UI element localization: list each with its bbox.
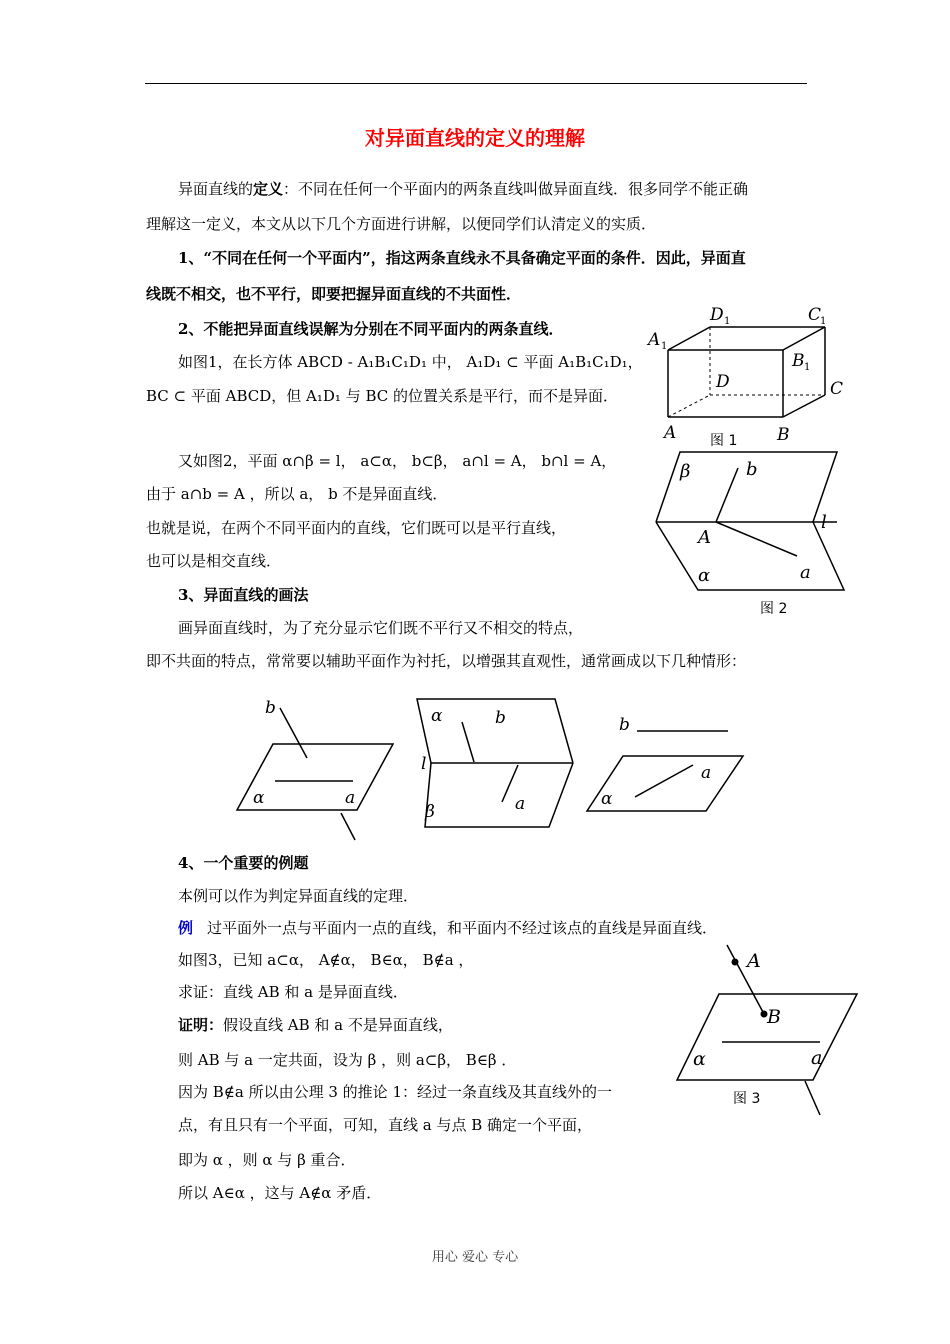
prove-line: 求证：直线 AB 和 a 是异面直线． — [178, 983, 408, 1001]
figure-2-caption: 图 2 — [760, 601, 788, 617]
section-4-heading: 4、一个重要的例题 — [178, 854, 309, 872]
label-A: A — [664, 423, 677, 443]
drawing-style-3 — [585, 710, 750, 820]
label-beta: β — [680, 461, 691, 482]
label-alpha: α — [693, 1048, 706, 1070]
figure-1-caption: 图 1 — [710, 433, 738, 449]
section-2-para2-line2: 由于 a∩b = A ，所以 a， b 不是异面直线． — [146, 485, 448, 503]
figure-1-cuboid — [640, 300, 860, 450]
label-alpha: α — [253, 788, 265, 808]
section-2-para1-line1: 如图1，在长方体 ABCD - A₁B₁C₁D₁ 中， A₁D₁ ⊂ 平面 A₁B₁C₁D₁， — [178, 353, 643, 371]
section-1-line-1: 1、“不同在任何一个平面内”，指这两条直线永不具备确定平面的条件．因此，异面直 — [178, 249, 746, 267]
label-b: b — [495, 708, 506, 728]
section-2-para2-line3: 也就是说，在两个不同平面内的直线，它们既可以是平行直线， — [146, 519, 567, 537]
proof-line-1: 证明：假设直线 AB 和 a 不是异面直线， — [178, 1016, 453, 1034]
example-line: 例 过平面外一点与平面内一点的直线，和平面内不经过该点的直线是异面直线． — [178, 919, 718, 937]
section-2-heading: 2、不能把异面直线误解为分别在不同平面内的两条直线． — [178, 320, 564, 338]
section-2-para1-line2: BC ⊂ 平面 ABCD，但 A₁D₁ 与 BC 的位置关系是平行，而不是异面． — [146, 387, 619, 405]
label-l: l — [821, 512, 827, 533]
label-beta: β — [425, 802, 435, 822]
figure-3-caption: 图 3 — [733, 1091, 761, 1107]
header-rule — [145, 83, 807, 84]
label-a: a — [811, 1047, 823, 1069]
label-A: A — [698, 527, 711, 548]
label-b: b — [619, 715, 630, 735]
label-B: B — [777, 425, 790, 445]
section-3-heading: 3、异面直线的画法 — [178, 586, 309, 604]
intro-line-2: 理解这一定义，本文从以下几个方面进行讲解，以便同学们认清定义的实质． — [146, 215, 657, 233]
section-3-line2: 即不共面的特点，常常要以辅助平面作为衬托，以增强其直观性，通常画成以下几种情形： — [146, 652, 747, 670]
label-D1: D — [710, 305, 724, 325]
section-1-line-2: 线既不相交，也不平行，即要把握异面直线的不共面性． — [146, 285, 522, 303]
proof-line-6: 所以 A∈α ，这与 A∉α 矛盾． — [178, 1184, 382, 1202]
section-2-para2-line4: 也可以是相交直线． — [146, 552, 282, 570]
label-A1-sub: 1 — [661, 341, 668, 352]
label-b: b — [265, 698, 276, 718]
label-alpha: α — [698, 565, 711, 586]
label-b: b — [746, 459, 758, 480]
intro-line-1: 异面直线的定义：不同在任何一个平面内的两条直线叫做异面直线．很多同学不能正确 — [178, 180, 749, 198]
label-C1-sub: 1 — [820, 316, 827, 327]
label-B1: B — [792, 351, 805, 371]
given-line: 如图3，已知 a⊂α， A∉α， B∈α， B∉a ， — [178, 951, 474, 969]
label-B: B — [767, 1006, 781, 1028]
label-A1: A — [648, 330, 661, 350]
figure-3 — [675, 945, 860, 1120]
figure-2-planes — [650, 450, 870, 625]
drawing-style-1 — [235, 700, 405, 845]
label-C1: C — [808, 305, 822, 325]
label-a: a — [515, 794, 526, 814]
label-D: D — [716, 372, 730, 392]
label-A: A — [747, 950, 761, 972]
proof-line-3: 因为 B∉a 所以由公理 3 的推论 1：经过一条直线及其直线外的一 — [178, 1083, 612, 1101]
label-a: a — [800, 562, 811, 583]
label-alpha: α — [601, 789, 613, 809]
point-A-dot — [732, 959, 739, 966]
label-a: a — [701, 763, 712, 783]
drawing-style-2 — [415, 695, 575, 835]
label-B1-sub: 1 — [804, 362, 811, 373]
page-footer: 用心 爱心 专心 — [431, 1250, 519, 1265]
section-3-line1: 画异面直线时，为了充分显示它们既不平行又不相交的特点， — [178, 619, 584, 637]
label-a: a — [345, 788, 356, 808]
label-l: l — [421, 754, 427, 774]
proof-line-5: 即为 α ，则 α 与 β 重合． — [178, 1151, 356, 1169]
proof-line-4: 点，有且只有一个平面，可知，直线 a 与点 B 确定一个平面， — [178, 1116, 593, 1134]
label-D1-sub: 1 — [724, 316, 731, 327]
proof-line-2: 则 AB 与 a 一定共面，设为 β ，则 a⊂β， B∈β ． — [178, 1051, 517, 1069]
section-4-line1: 本例可以作为判定异面直线的定理． — [178, 887, 419, 905]
label-alpha: α — [431, 706, 443, 726]
page-title: 对异面直线的定义的理解 — [365, 126, 585, 150]
section-2-para2-line1: 又如图2，平面 α∩β = l， a⊂α， b⊂β， a∩l = A， b∩l = A， — [178, 452, 617, 470]
label-C: C — [830, 379, 844, 399]
